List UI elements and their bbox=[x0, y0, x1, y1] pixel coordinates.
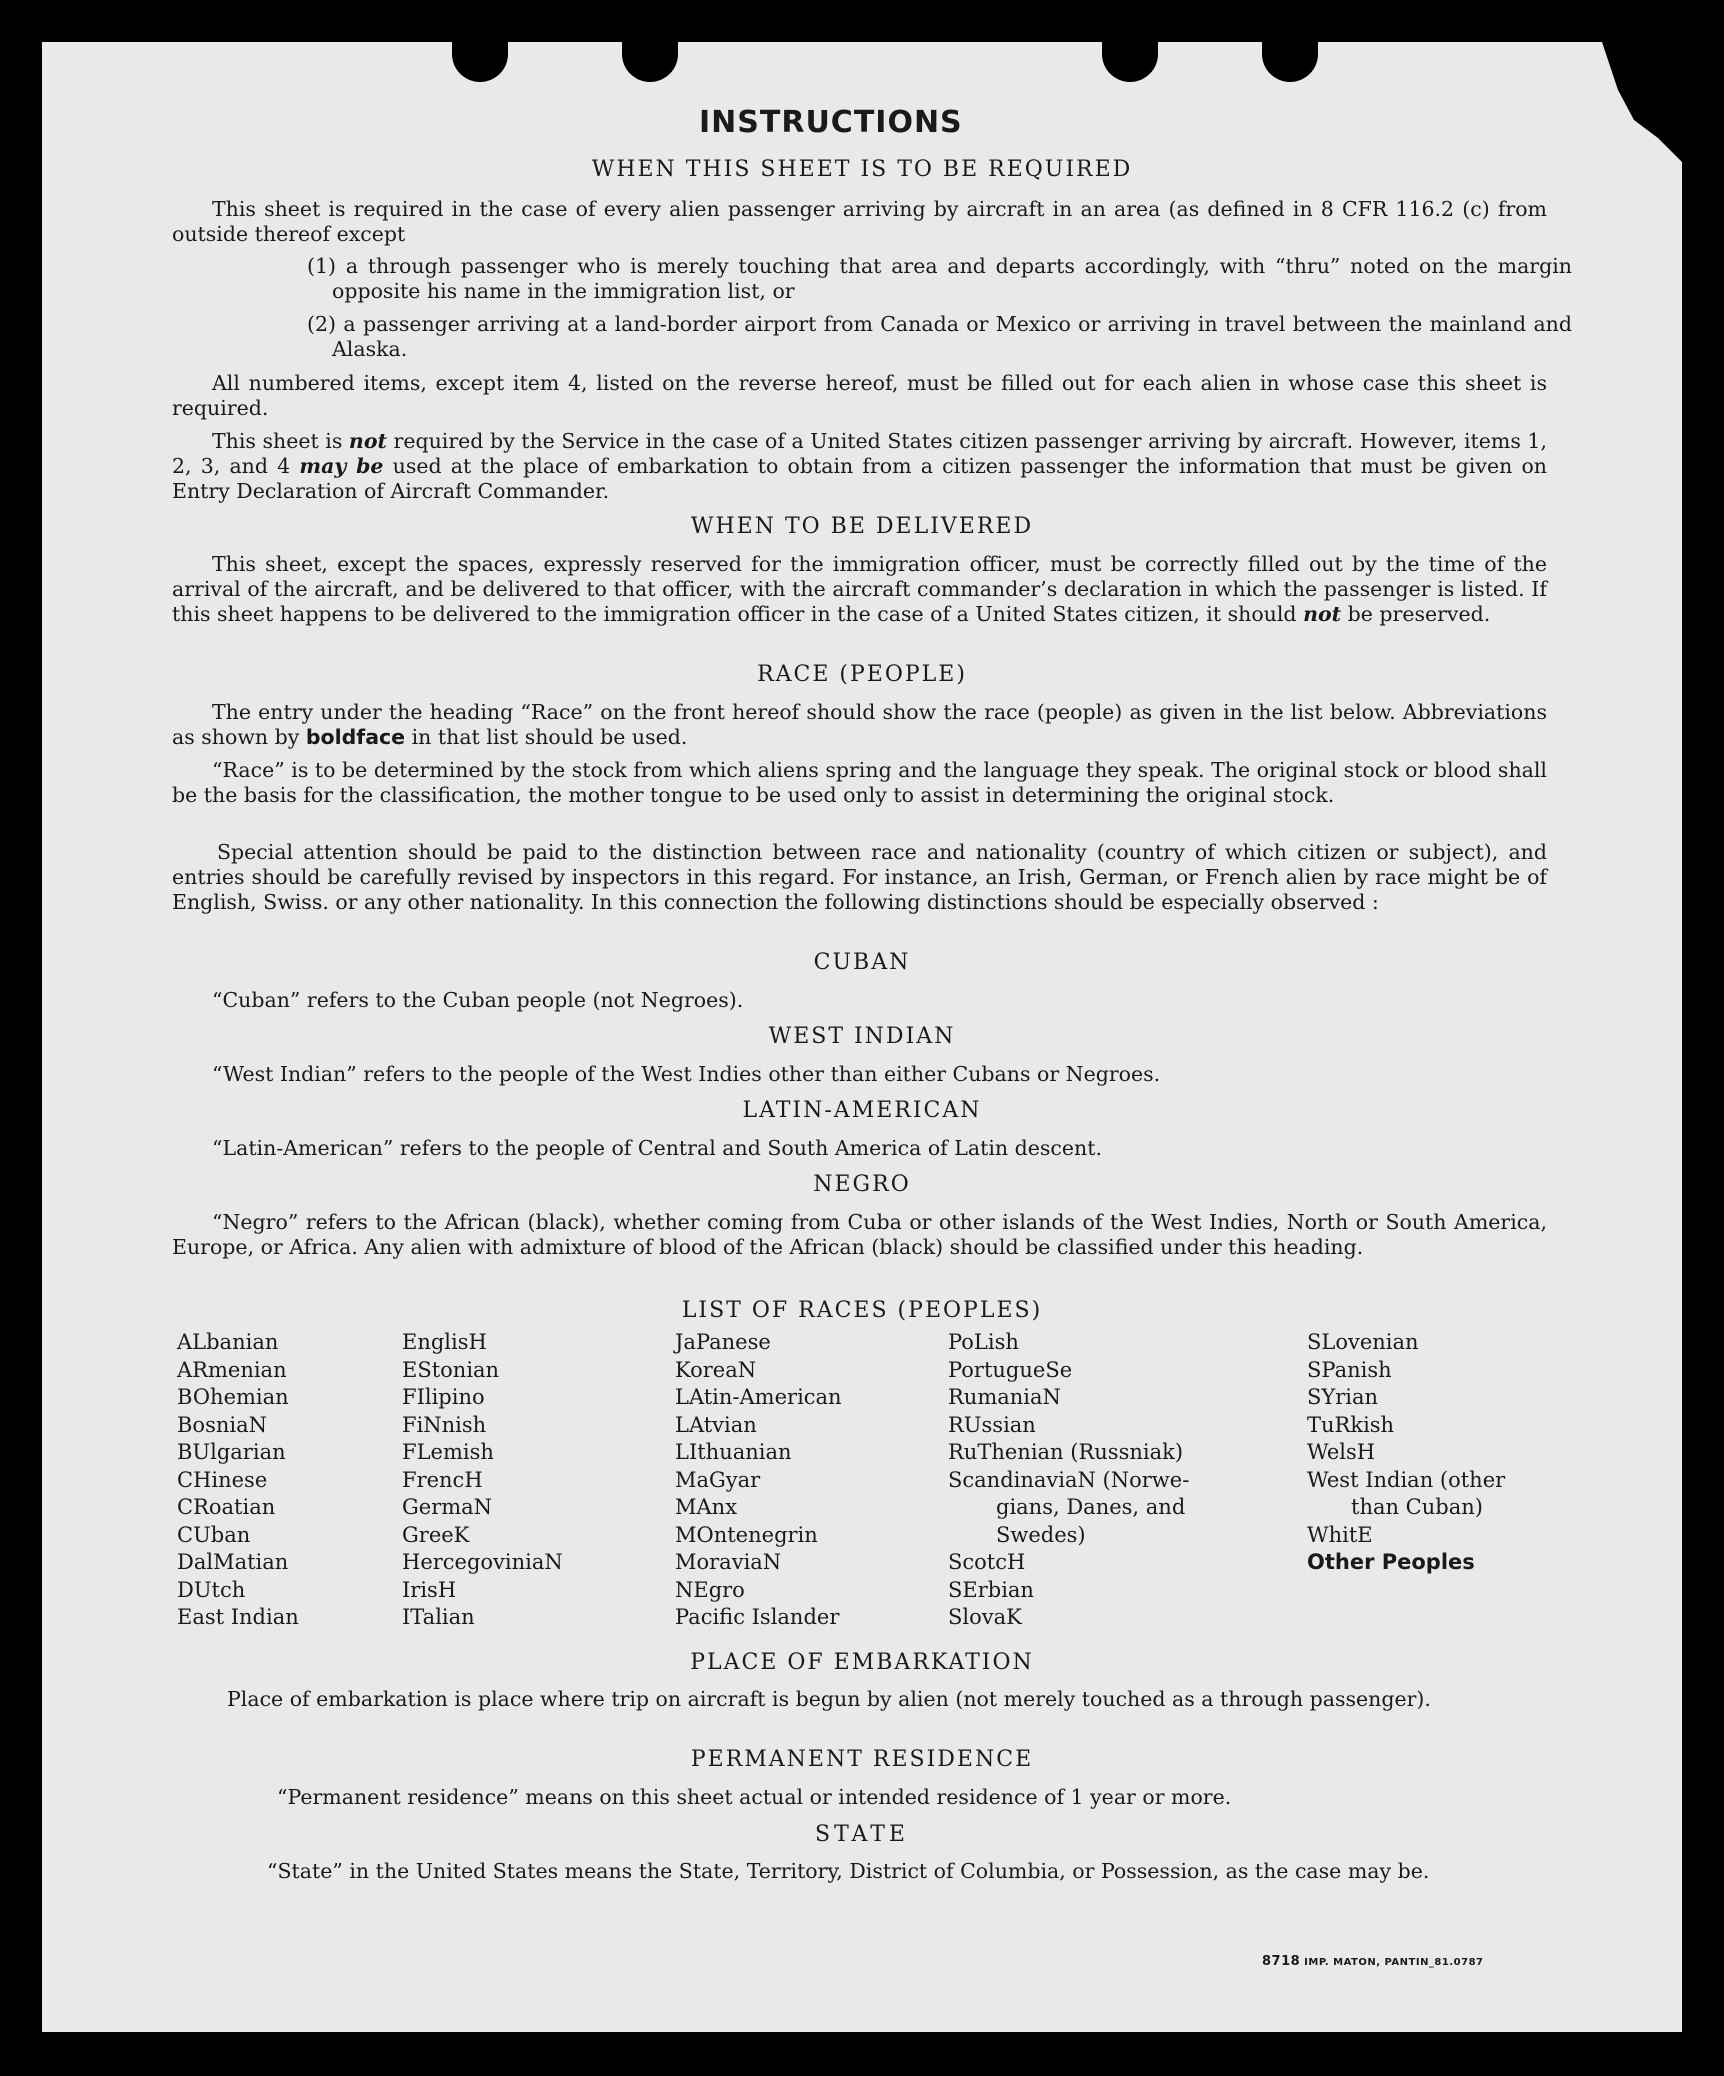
list-item: BOhemian bbox=[177, 1385, 289, 1409]
heading-race: RACE (PEOPLE) bbox=[757, 662, 967, 687]
heading-west-indian: WEST INDIAN bbox=[768, 1024, 956, 1049]
heading-embarkation: PLACE OF EMBARKATION bbox=[690, 1650, 1034, 1675]
list-item: West Indian (other bbox=[1307, 1467, 1506, 1492]
list-item: MoraviaN bbox=[675, 1550, 782, 1574]
list-item: PoLish bbox=[948, 1330, 1019, 1354]
list-item: Pacific Islander bbox=[675, 1605, 840, 1629]
paragraph-embarkation: Place of embarkation is place where trip on aircraft is begun by alien (not merely touched as a through passenger). bbox=[227, 1687, 1431, 1711]
race-list-column-5 bbox=[1307, 1329, 1505, 1577]
list-item: RUssian bbox=[948, 1412, 1036, 1437]
list-item: RuThenian (Russniak) bbox=[948, 1440, 1184, 1464]
list-item: ScandinaviaN (Norwe- bbox=[948, 1467, 1190, 1492]
paragraph-cuban: “Cuban” refers to the Cuban people (not Negroes). bbox=[212, 988, 744, 1012]
list-item: WhitE bbox=[1307, 1522, 1373, 1547]
list-item: BUlgarian bbox=[177, 1440, 286, 1464]
heading-negro: NEGRO bbox=[813, 1172, 911, 1197]
list-item: FLemish bbox=[402, 1440, 494, 1464]
list-item: East Indian bbox=[177, 1605, 299, 1629]
race-list-column-1 bbox=[177, 1329, 299, 1632]
heading-cuban: CUBAN bbox=[813, 950, 911, 975]
list-item: LAtin-American bbox=[675, 1385, 842, 1409]
punch-hole bbox=[622, 42, 678, 82]
list-item: DUtch bbox=[177, 1577, 246, 1602]
list-item: FiNnish bbox=[402, 1412, 487, 1437]
paragraph-state: “State” in the United States means the State, Territory, District of Columbia, or Possession, as the case may be. bbox=[267, 1859, 1430, 1883]
page-title: INSTRUCTIONS bbox=[699, 105, 963, 140]
list-item: SYrian bbox=[1307, 1385, 1379, 1409]
list-item: KoreaN bbox=[675, 1357, 757, 1382]
heading-state: STATE bbox=[815, 1822, 909, 1847]
punch-hole bbox=[1262, 42, 1318, 82]
list-item: SPanish bbox=[1307, 1357, 1392, 1382]
list-item: GermaN bbox=[402, 1495, 493, 1519]
list-item: than Cuban) bbox=[1351, 1495, 1483, 1519]
list-item: FrencH bbox=[402, 1467, 483, 1492]
list-item: BosniaN bbox=[177, 1412, 267, 1437]
list-item: Other Peoples bbox=[1307, 1550, 1475, 1574]
paragraph-delivered: This sheet, except the spaces, expressly reserved for the immigration officer, must be correctly filled out by the time of the arrival of the aircraft, and be delivered to that officer, with the aircraft commander’s declaration in which the passenger is listed. If this sheet happens to be delivered to the immigration officer in the case of a United States citizen, it should not be preserved. bbox=[172, 552, 1547, 626]
paragraph-latin-american: “Latin-American” refers to the people of Central and South America of Latin descent. bbox=[212, 1136, 1102, 1160]
heading-delivered: WHEN TO BE DELIVERED bbox=[690, 514, 1034, 539]
list-item: MAnx bbox=[675, 1495, 738, 1519]
paragraph-race-2: “Race” is to be determined by the stock from which aliens spring and the language they speak. The original stock or blood shall be the basis for the classification, the mother tongue to be used only to assist in determining the original stock. bbox=[172, 758, 1547, 807]
torn-corner bbox=[1602, 42, 1682, 162]
list-item: MOntenegrin bbox=[675, 1522, 818, 1547]
list-item: NEgro bbox=[675, 1577, 745, 1602]
list-item: LAtvian bbox=[675, 1412, 757, 1437]
paragraph-negro: “Negro” refers to the African (black), whether coming from Cuba or other islands of the West Indies, North or South America, Europe, or Africa. Any alien with admixture of blood of the African (black) should be classified under this heading. bbox=[172, 1210, 1547, 1259]
list-item: GreeK bbox=[402, 1522, 470, 1547]
list-item-land-border: (2) a passenger arriving at a land-border airport from Canada or Mexico or arriving in travel between the mainland and Alaska. bbox=[307, 312, 1572, 361]
list-item: TuRkish bbox=[1307, 1412, 1395, 1437]
list-item: Swedes) bbox=[996, 1522, 1086, 1547]
list-item: ITalian bbox=[402, 1605, 475, 1629]
list-item: LIthuanian bbox=[675, 1440, 792, 1464]
list-item: RumaniaN bbox=[948, 1385, 1061, 1409]
punch-hole bbox=[452, 42, 508, 82]
list-item: ALbanian bbox=[177, 1330, 279, 1354]
heading-latin-american: LATIN-AMERICAN bbox=[742, 1098, 982, 1123]
list-item: EStonian bbox=[402, 1357, 500, 1382]
list-item: DalMatian bbox=[177, 1550, 289, 1574]
race-list-column-3 bbox=[675, 1329, 842, 1632]
list-item: CRoatian bbox=[177, 1495, 276, 1519]
list-item: MaGyar bbox=[675, 1467, 761, 1492]
paragraph-required-3: This sheet is not required by the Service in the case of a United States citizen passenger arriving by aircraft. However, items 1, 2, 3, and 4 may be used at the place of embarkation to obtain from a citizen passenger the information that must be given on Entry Declaration of Aircraft Commander. bbox=[172, 429, 1547, 503]
punch-hole bbox=[1102, 42, 1158, 82]
list-item: EnglisH bbox=[402, 1330, 487, 1354]
list-item: SlovaK bbox=[948, 1605, 1022, 1629]
list-item: CUban bbox=[177, 1522, 251, 1547]
list-item: ARmenian bbox=[177, 1357, 287, 1382]
paragraph-required-2: All numbered items, except item 4, listed on the reverse hereof, must be filled out for each alien in whose case this sheet is required. bbox=[172, 371, 1547, 420]
paragraph-race-1: The entry under the heading “Race” on the front hereof should show the race (people) as given in the list below. Abbreviations as shown by boldface in that list should be used. bbox=[172, 700, 1547, 749]
heading-list-of-races: LIST OF RACES (PEOPLES) bbox=[681, 1298, 1043, 1323]
list-item: JaPanese bbox=[675, 1330, 771, 1354]
list-item: CHinese bbox=[177, 1467, 268, 1492]
list-item: gians, Danes, and bbox=[996, 1495, 1186, 1519]
list-item-through-passenger: (1) a through passenger who is merely touching that area and departs accordingly, with “thru” noted on the margin opposite his name in the immigration list, or bbox=[307, 254, 1572, 303]
list-item: PortugueSe bbox=[948, 1357, 1073, 1382]
document-sheet bbox=[42, 42, 1682, 2032]
paragraph-race-3: Special attention should be paid to the distinction between race and nationality (country of which citizen or subject), and entries should be carefully revised by inspectors in this regard. For instance, an Irish, German, or French alien by race might be of English, Swiss. or any other nationality. In this connection the following distinctions should be especially observed : bbox=[172, 840, 1547, 914]
printer-imprint: 8718 IMP. MATON, PANTIN_81.0787 bbox=[1262, 1954, 1484, 1969]
race-list-column-4 bbox=[948, 1329, 1189, 1632]
list-item: FIlipino bbox=[402, 1385, 485, 1409]
race-list-column-2 bbox=[402, 1329, 563, 1632]
list-item: SLovenian bbox=[1307, 1330, 1419, 1354]
list-item: IrisH bbox=[402, 1577, 457, 1602]
paragraph-west-indian: “West Indian” refers to the people of the West Indies other than either Cubans or Negroes. bbox=[212, 1062, 1161, 1086]
heading-permanent-residence: PERMANENT RESIDENCE bbox=[690, 1747, 1034, 1772]
paragraph-required-1: This sheet is required in the case of every alien passenger arriving by aircraft in an area (as defined in 8 CFR 116.2 (c) from outside thereof except bbox=[172, 197, 1547, 246]
list-item: SErbian bbox=[948, 1577, 1034, 1602]
heading-required: WHEN THIS SHEET IS TO BE REQUIRED bbox=[591, 157, 1133, 182]
list-item: ScotcH bbox=[948, 1550, 1026, 1574]
paragraph-permanent-residence: “Permanent residence” means on this sheet actual or intended residence of 1 year or more. bbox=[277, 1785, 1232, 1809]
list-item: WelsH bbox=[1307, 1440, 1376, 1464]
list-item: HercegoviniaN bbox=[402, 1550, 563, 1574]
